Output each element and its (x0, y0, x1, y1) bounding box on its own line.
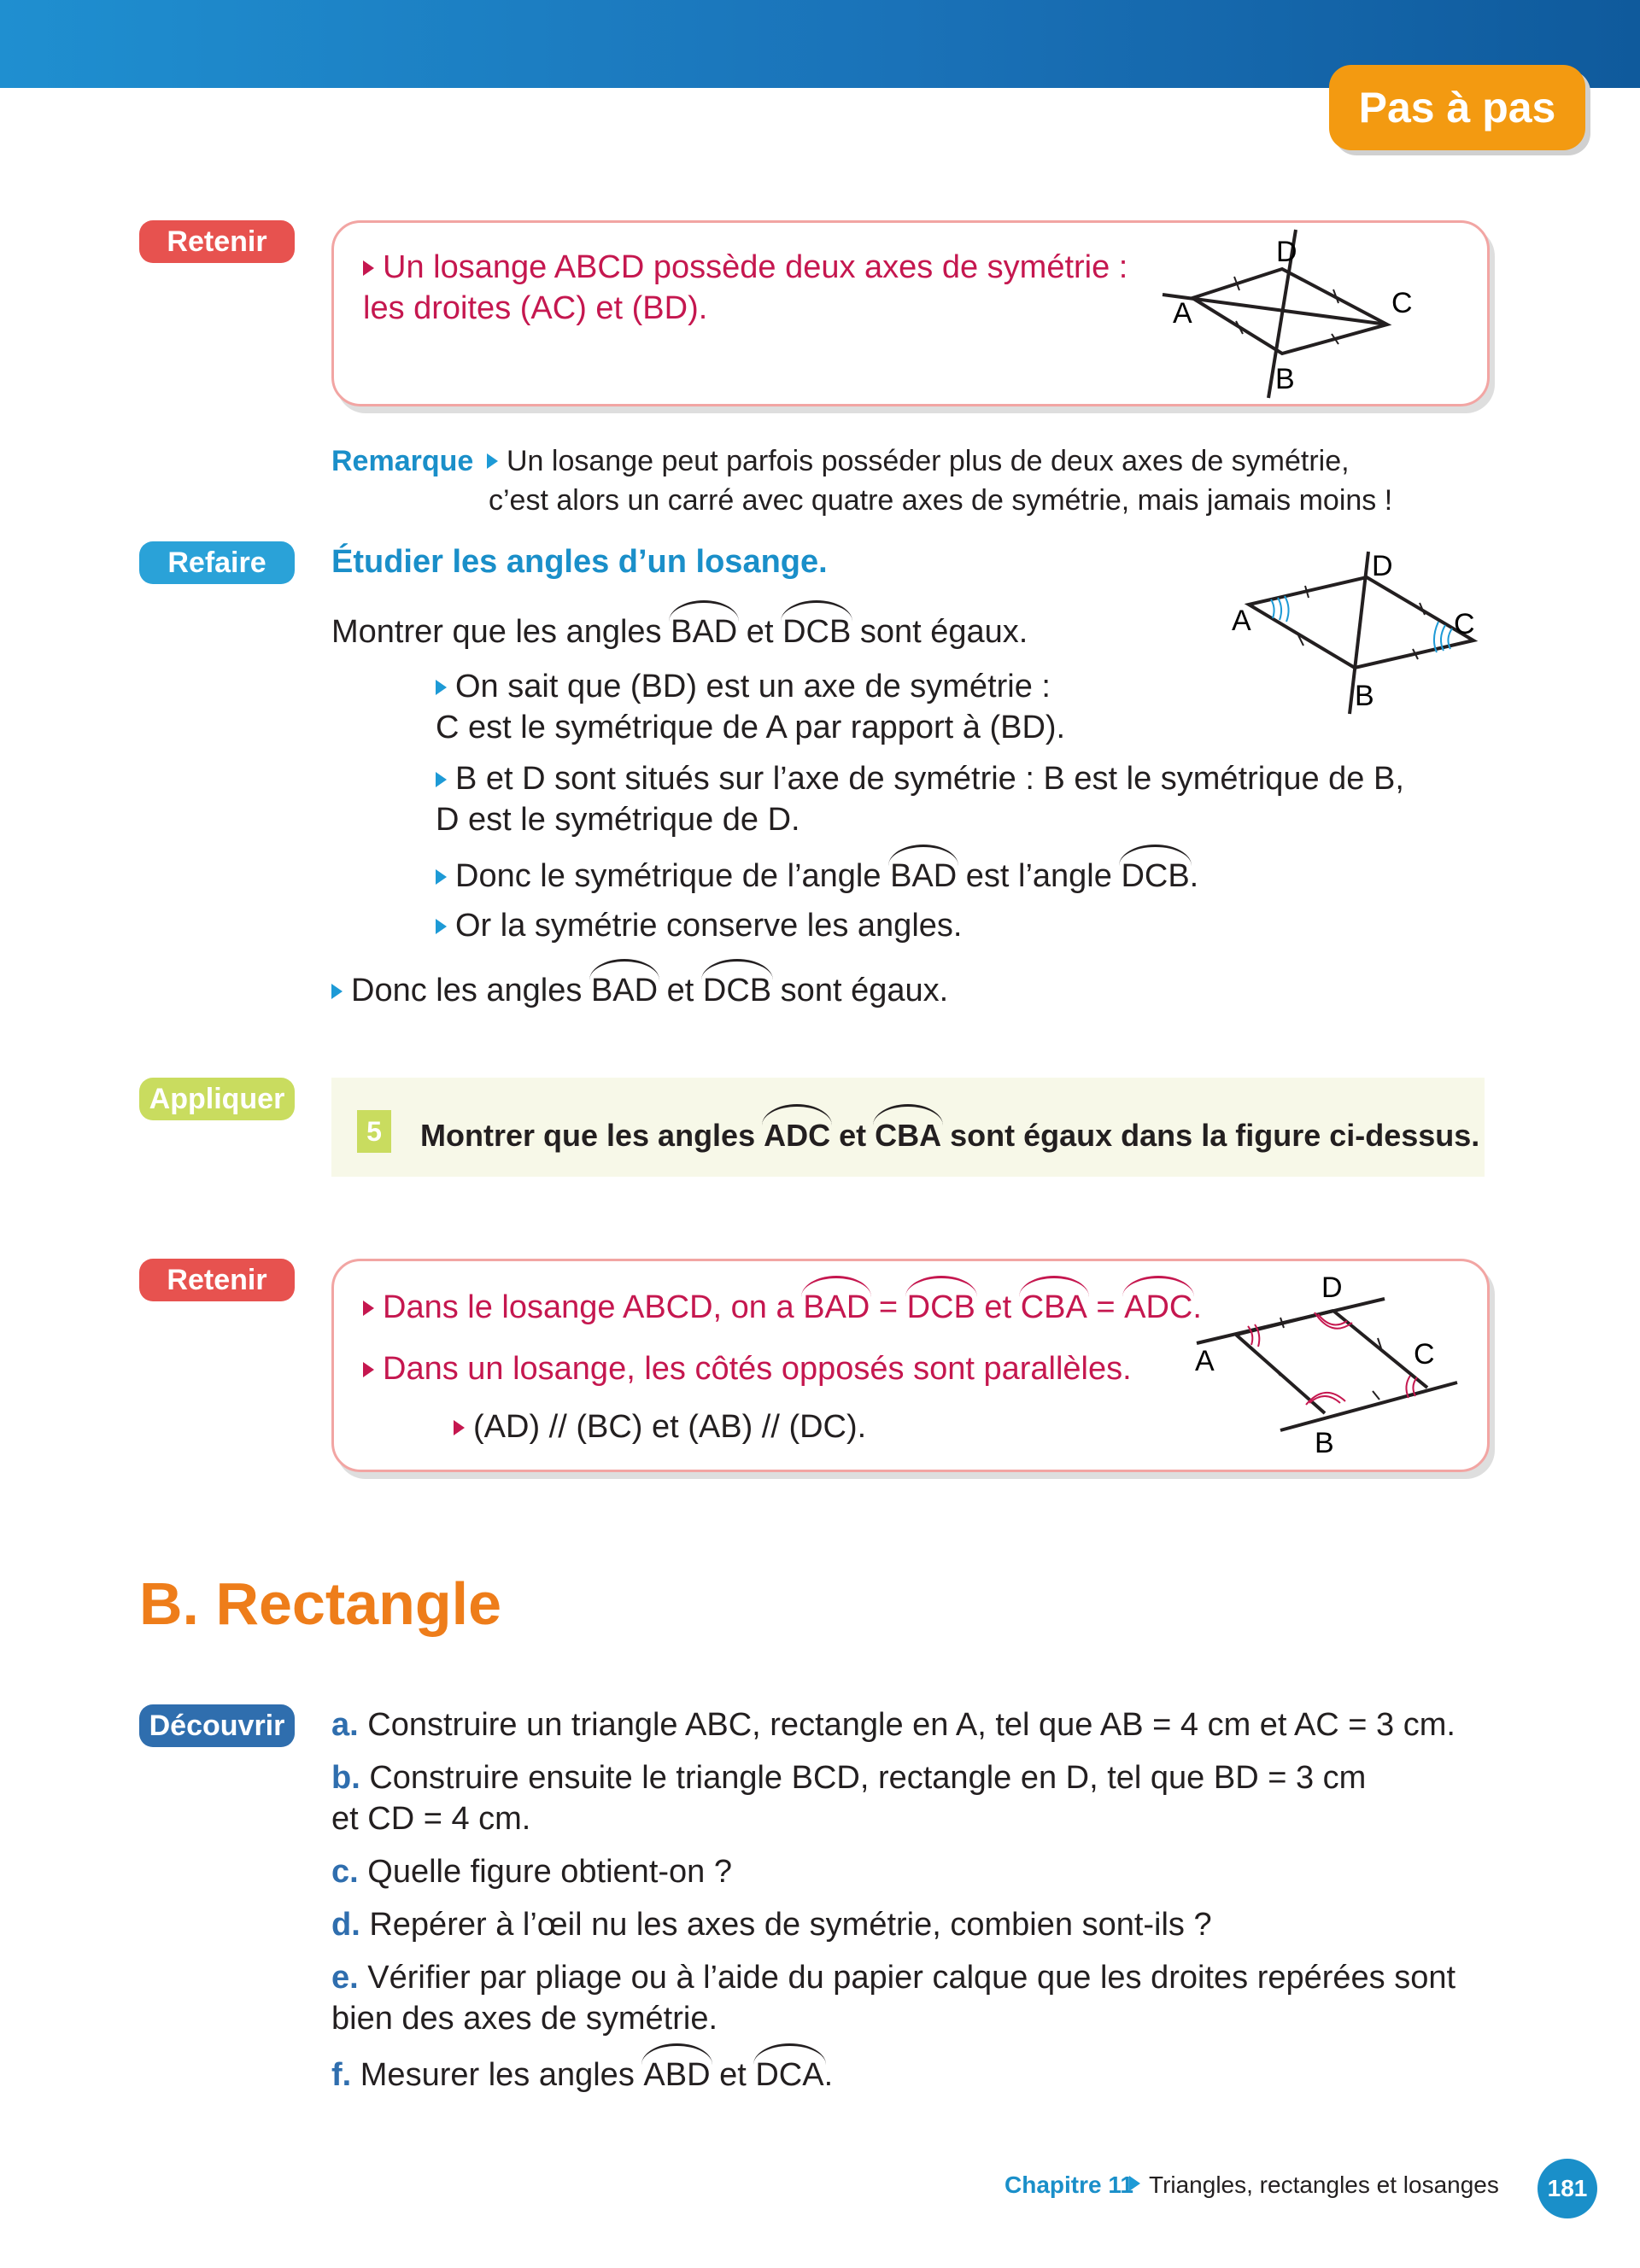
rhombus-angles-figure (1221, 547, 1495, 717)
bullet-icon (363, 1301, 374, 1316)
retenir-1-line1: Un losange ABCD possède deux axes de symétrie : (363, 247, 1128, 288)
decouvrir-label: Découvrir (139, 1704, 295, 1747)
footer-chapter: Chapitre 11 (1004, 2172, 1133, 2198)
bullet-icon (436, 772, 447, 787)
retenir-1-line2: les droites (AC) et (BD). (363, 290, 708, 326)
label-b: B (1355, 680, 1374, 712)
bullet-icon (487, 453, 498, 469)
label-d: D (1372, 550, 1393, 582)
question-b-line2: et CD = 4 cm. (331, 1801, 531, 1837)
refaire-step1-line1: On sait que (BD) est un axe de symétrie : (436, 666, 1051, 707)
refaire-conclusion: Donc les angles BAD et DCB sont égaux. (331, 967, 948, 1011)
bullet-icon (1129, 2176, 1140, 2191)
rhombus-parallel-figure (1188, 1261, 1483, 1466)
remarque-line2: c’est alors un carré avec quatre axes de symétrie, mais jamais moins ! (489, 484, 1393, 517)
retenir-label: Retenir (139, 220, 295, 263)
refaire-step3: Donc le symétrique de l’angle BAD est l’angle DCB. (436, 852, 1198, 897)
refaire-step2-line1: B et D sont situés sur l’axe de symétrie : B est le symétrique de B, (436, 758, 1404, 799)
appliquer-question: Montrer que les angles ADC et CBA sont égaux dans la figure ci-dessus. (420, 1112, 1479, 1156)
refaire-step4: Or la symétrie conserve les angles. (436, 905, 962, 946)
appliquer-label: Appliquer (139, 1078, 295, 1120)
pas-a-pas-tag: Pas à pas (1329, 65, 1585, 150)
refaire-step1-line2: C est le symétrique de A par rapport à (BD). (436, 710, 1066, 745)
retenir-2-line1: Dans le losange ABCD, on a BAD = DCB et CBA = ADC. (363, 1283, 1202, 1328)
refaire-title: Étudier les angles d’un losange. (331, 544, 828, 580)
page-number: 181 (1538, 2159, 1597, 2218)
bullet-icon (436, 919, 447, 934)
bullet-icon (436, 680, 447, 695)
remarque-label: Remarque (331, 445, 474, 477)
question-c: c. Quelle figure obtient-on ? (331, 1854, 732, 1890)
label-d: D (1321, 1271, 1343, 1304)
retenir-box-1 (331, 220, 1490, 406)
label-c: C (1454, 608, 1475, 640)
question-e-line1: e. Vérifier par pliage ou à l’aide du papier calque que les droites repérées sont (331, 1960, 1456, 1996)
bullet-icon (363, 260, 374, 276)
exercise-number: 5 (357, 1110, 391, 1153)
question-d: d. Repérer à l’œil nu les axes de symétrie, combien sont-ils ? (331, 1907, 1212, 1943)
label-c: C (1414, 1338, 1435, 1371)
remarque-line1: Un losange peut parfois posséder plus de deux axes de symétrie, (487, 441, 1350, 482)
bullet-icon (363, 1362, 374, 1377)
label-a: A (1173, 297, 1192, 330)
retenir-box-2 (331, 1259, 1490, 1472)
label-d: D (1276, 236, 1297, 268)
label-a: A (1195, 1345, 1215, 1377)
bullet-icon (454, 1420, 465, 1435)
label-c: C (1391, 287, 1413, 319)
retenir-label-2: Retenir (139, 1259, 295, 1301)
bullet-icon (436, 869, 447, 885)
retenir-2-line3: (AD) // (BC) et (AB) // (DC). (454, 1406, 866, 1447)
rhombus-axes-figure (1154, 223, 1479, 402)
refaire-question: Montrer que les angles BAD et DCB sont égaux. (331, 608, 1028, 652)
label-b: B (1275, 363, 1295, 395)
label-a: A (1232, 605, 1251, 637)
question-a: a. Construire un triangle ABC, rectangle en A, tel que AB = 4 cm et AC = 3 cm. (331, 1707, 1456, 1743)
question-b-line1: b. Construire ensuite le triangle BCD, rectangle en D, tel que BD = 3 cm (331, 1760, 1367, 1796)
refaire-step2-line2: D est le symétrique de D. (436, 802, 800, 838)
section-title: B. Rectangle (139, 1570, 501, 1637)
question-e-line2: bien des axes de symétrie. (331, 2001, 718, 2037)
question-f: f. Mesurer les angles ABD et DCA. (331, 2051, 833, 2096)
label-b: B (1315, 1427, 1334, 1459)
refaire-label: Refaire (139, 541, 295, 584)
footer-title: Triangles, rectangles et losanges (1129, 2172, 1499, 2199)
retenir-2-line2: Dans un losange, les côtés opposés sont parallèles. (363, 1348, 1132, 1389)
bullet-icon (331, 984, 343, 999)
